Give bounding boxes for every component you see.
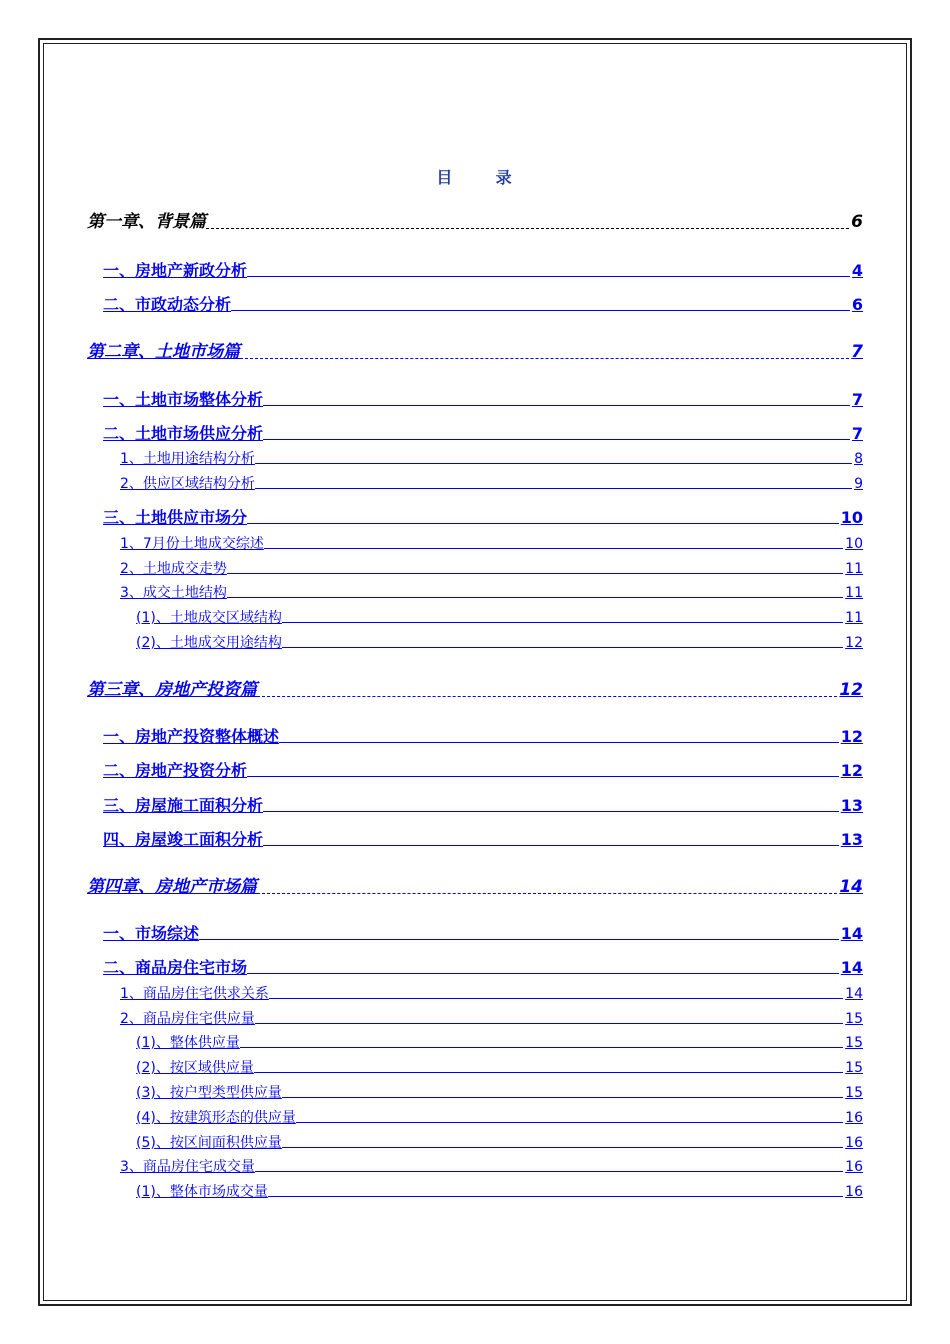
toc-entry-label: 二、房地产投资分析 [103,761,248,780]
toc-title-char-2: 录 [495,168,514,187]
toc-leader [282,647,843,648]
toc-entry-subsection[interactable] [120,987,863,1001]
toc-entry-subsubsection[interactable] [136,1111,863,1125]
toc-entry-chapter-2[interactable] [87,344,863,361]
toc-entry-label: (1)、土地成交区域结构 [136,610,282,626]
toc-entry-subsubsection[interactable] [136,611,863,625]
toc-entry-section[interactable] [103,960,863,976]
toc-entry-page: 7 [851,424,863,443]
toc-entry-page: 7 [851,342,863,362]
toc-entry-section[interactable] [103,729,863,745]
toc-entry-subsection[interactable] [120,477,863,491]
toc-leader [263,811,839,812]
toc-entry-subsection[interactable] [120,1160,863,1174]
toc-entry-label: (3)、按户型类型供应量 [136,1085,282,1101]
toc-entry-section[interactable] [103,926,863,942]
toc-entry-subsubsection[interactable] [136,1061,863,1075]
toc-entry-subsection[interactable] [120,452,863,466]
toc-leader [199,939,839,940]
toc-entry-subsubsection[interactable] [136,1036,863,1050]
toc-entry-label: 四、房屋竣工面积分析 [103,830,264,849]
toc-leader [206,228,849,229]
toc-entry-page: 8 [854,451,863,467]
toc-entry-page: 15 [845,1011,863,1027]
toc-entry-page: 6 [851,295,863,314]
toc-entry-label: 3、商品房住宅成交量 [120,1159,255,1175]
toc-leader [263,439,850,440]
toc-entry-section[interactable] [103,798,863,814]
toc-entry-page: 14 [840,958,863,977]
toc-entry-chapter-4[interactable] [87,879,863,896]
toc-leader [282,1147,843,1148]
toc-entry-page: 12 [839,680,863,700]
toc-entry-label: 1、土地用途结构分析 [120,451,255,467]
toc-entry-page: 13 [840,830,863,849]
toc-entry-page: 14 [845,986,863,1002]
toc-entry-page: 15 [845,1035,863,1051]
toc-entry-page: 13 [840,796,863,815]
toc-entry-label: 二、市政动态分析 [103,295,232,314]
toc-entry-label: 2、土地成交走势 [120,561,227,577]
toc-entry-chapter-1[interactable] [87,214,863,231]
toc-leader [247,523,839,524]
toc-leader [263,845,839,846]
toc-entry-page: 16 [845,1184,863,1200]
toc-entry-page: 14 [839,877,863,897]
toc-entry-page: 11 [845,610,863,626]
toc-entry-label: 第一章、背景篇 [87,212,206,232]
toc-title-char-1: 目 [436,168,455,187]
toc-entry-subsubsection[interactable] [136,1136,863,1150]
toc-entry-subsection[interactable] [120,586,863,600]
toc-entry-page: 11 [845,561,863,577]
toc-entry-page: 6 [851,212,863,232]
toc-entry-label: (1)、整体市场成交量 [136,1184,268,1200]
toc-entry-page: 4 [851,261,863,280]
toc-entry-page: 11 [845,585,863,601]
toc-entry-label: (2)、按区域供应量 [136,1060,254,1076]
toc-leader [255,1171,843,1172]
toc-entry-label: (1)、整体供应量 [136,1035,240,1051]
toc-entry-chapter-3[interactable] [87,682,863,699]
toc-leader [257,696,837,697]
toc-entry-page: 12 [845,635,863,651]
toc-entry-label: 一、房地产投资整体概述 [103,727,280,746]
toc-title [0,165,950,188]
toc-entry-label: 二、土地市场供应分析 [103,424,264,443]
toc-entry-label: 第二章、土地市场篇 [87,342,240,362]
toc-leader [255,463,852,464]
toc-entry-section[interactable] [103,297,863,313]
toc-entry-label: 1、7月份土地成交综述 [120,536,264,552]
toc-entry-page: 7 [851,390,863,409]
toc-leader [257,893,837,894]
toc-leader [240,358,849,359]
toc-entry-page: 15 [845,1060,863,1076]
toc-leader [263,405,850,406]
toc-entry-label: 二、商品房住宅市场 [103,958,248,977]
toc-entry-page: 9 [854,476,863,492]
toc-entry-section[interactable] [103,426,863,442]
toc-entry-page: 12 [840,727,863,746]
toc-entry-label: (4)、按建筑形态的供应量 [136,1110,296,1126]
toc-entry-label: 第三章、房地产投资篇 [87,680,257,700]
toc-entry-page: 12 [840,761,863,780]
toc-leader [279,742,839,743]
toc-entry-section[interactable] [103,392,863,408]
toc-leader [282,622,843,623]
toc-entry-label: 2、商品房住宅供应量 [120,1011,255,1027]
toc-leader [255,1023,843,1024]
toc-entry-subsubsection[interactable] [136,1086,863,1100]
toc-entry-page: 14 [840,924,863,943]
toc-leader [227,573,843,574]
toc-leader [247,973,839,974]
toc-entry-subsubsection[interactable] [136,636,863,650]
toc-entry-label: 一、土地市场整体分析 [103,390,264,409]
toc-leader [254,1072,843,1073]
toc-entry-label: 一、房地产新政分析 [103,261,248,280]
toc-entry-label: 三、土地供应市场分 [103,508,248,527]
toc-entry-page: 16 [845,1110,863,1126]
toc-leader [240,1047,843,1048]
toc-entry-subsubsection[interactable] [136,1185,863,1199]
toc-leader [247,276,850,277]
toc-leader [247,776,839,777]
toc-entry-label: 三、房屋施工面积分析 [103,796,264,815]
toc-leader [282,1097,843,1098]
toc-leader [227,597,843,598]
toc-entry-section[interactable] [103,510,863,526]
toc-entry-page: 16 [845,1159,863,1175]
toc-leader [255,488,852,489]
toc-entry-page: 10 [840,508,863,527]
toc-entry-subsection[interactable] [120,562,863,576]
toc-entry-section[interactable] [103,263,863,279]
toc-leader [269,998,843,999]
toc-leader [264,548,843,549]
toc-entry-section[interactable] [103,832,863,848]
toc-entry-subsection[interactable] [120,1012,863,1026]
toc-entry-page: 15 [845,1085,863,1101]
toc-entry-label: 一、市场综述 [103,924,200,943]
toc-entry-label: 第四章、房地产市场篇 [87,877,257,897]
toc-entry-subsection[interactable] [120,537,863,551]
toc-entry-section[interactable] [103,763,863,779]
toc-leader [268,1196,843,1197]
toc-entry-label: (5)、按区间面积供应量 [136,1135,282,1151]
toc-entry-label: 1、商品房住宅供求关系 [120,986,269,1002]
toc-entry-page: 16 [845,1135,863,1151]
toc-leader [231,310,850,311]
toc-leader [296,1122,843,1123]
toc-entry-label: 2、供应区域结构分析 [120,476,255,492]
toc-entry-page: 10 [845,536,863,552]
toc-entry-label: (2)、土地成交用途结构 [136,635,282,651]
toc-entry-label: 3、成交土地结构 [120,585,227,601]
